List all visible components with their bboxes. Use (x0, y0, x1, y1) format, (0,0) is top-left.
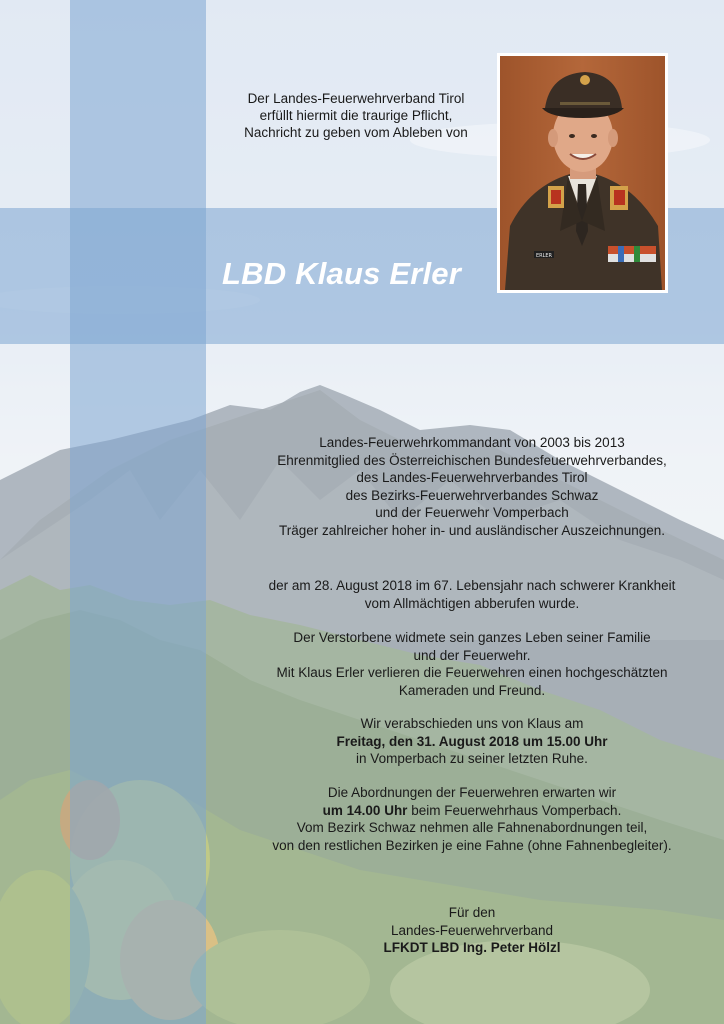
signature-block (222, 904, 722, 957)
career-line: Landes-Feuerwehrkommandant von 2003 bis 2013 (319, 435, 625, 450)
career-line: Ehrenmitglied des Österreichischen Bundesfeuerwehrverbandes, (277, 452, 667, 468)
death-notice-line: vom Allmächtigen abberufen wurde. (364, 595, 580, 611)
deceased-name: LBD Klaus Erler (222, 256, 462, 291)
intro-text (222, 90, 490, 141)
delegations-line: von den restlichen Bezirken je eine Fahne (ohne Fahnenbegleiter). (272, 837, 672, 853)
portrait-illustration (500, 56, 665, 290)
delegations-line: Die Abordnungen der Feuerwehren erwarten wir (327, 785, 617, 800)
delegations-time: um 14.00 Uhr (322, 802, 408, 818)
death-notice-line: der am 28. August 2018 im 67. Lebensjahr nach schwerer Krankheit (268, 578, 676, 593)
cross-vertical-beam (70, 0, 206, 1024)
career-line: und der Feuerwehr Vomperbach (375, 505, 569, 520)
intro-line: erfüllt hiermit die traurige Pflicht, (259, 108, 453, 123)
career-paragraph (222, 434, 722, 539)
signature-line: Für den (448, 905, 496, 920)
dedication-line: Kameraden und Freund. (398, 682, 546, 698)
funeral-paragraph (222, 715, 722, 768)
dedication-line: Mit Klaus Erler verlieren die Feuerwehren einen hochgeschätzten (276, 665, 668, 680)
dedication-line: Der Verstorbene widmete sein ganzes Leben seiner Familie (293, 630, 651, 645)
intro-line: Der Landes-Feuerwehrverband Tirol (247, 91, 465, 106)
name-badge: ERLER (535, 253, 553, 259)
signature-line: Landes-Feuerwehrverband (390, 922, 554, 938)
funeral-line: Wir verabschieden uns von Klaus am (360, 716, 584, 731)
delegations-time-place (222, 802, 722, 820)
delegations-place: beim Feuerwehrhaus Vomperbach. (407, 802, 622, 818)
career-line: des Landes-Feuerwehrverbandes Tirol (356, 470, 588, 485)
funeral-line: in Vomperbach zu seiner letzten Ruhe. (356, 751, 588, 766)
career-line: Träger zahlreicher hoher in- und ausländischer Auszeichnungen. (279, 522, 665, 538)
dedication-paragraph (222, 629, 722, 699)
career-line: des Bezirks-Feuerwehrverbandes Schwaz (345, 487, 599, 503)
delegations-line: Vom Bezirk Schwaz nehmen alle Fahnenabordnungen teil, (296, 820, 648, 835)
funeral-date-time: Freitag, den 31. August 2018 um 15.00 Uhr (336, 733, 608, 749)
portrait-photo (497, 53, 668, 293)
dedication-line: und der Feuerwehr. (413, 647, 531, 663)
signer-name: LFKDT LBD Ing. Peter Hölzl (383, 940, 561, 955)
intro-line: Nachricht zu geben vom Ableben von (244, 125, 468, 140)
death-notice-paragraph (222, 577, 722, 612)
delegations-paragraph (222, 784, 722, 854)
